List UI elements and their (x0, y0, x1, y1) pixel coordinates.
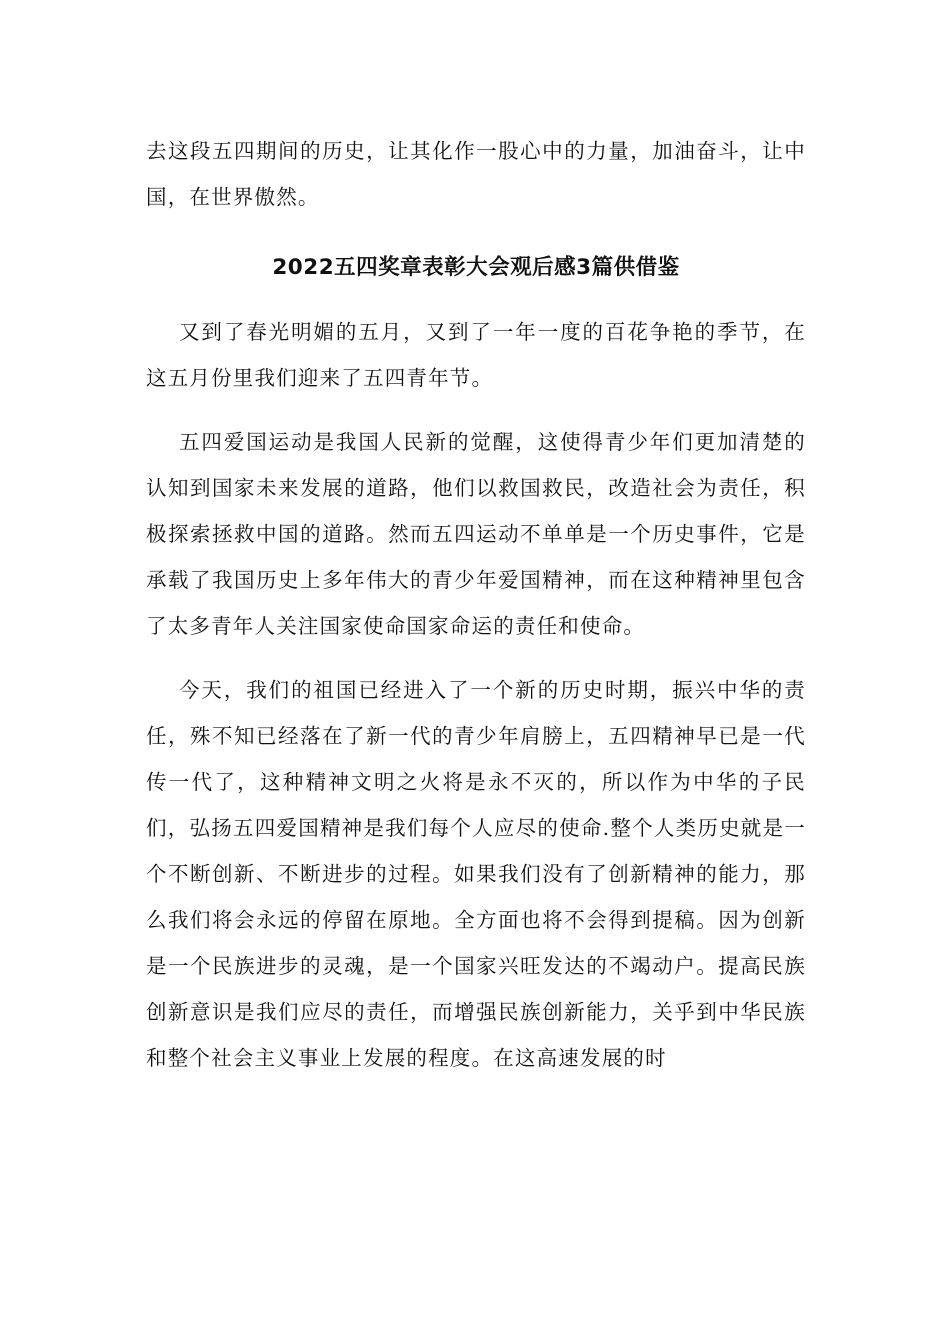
article-title: 2022五四奖章表彰大会观后感3篇供借鉴 (272, 255, 680, 280)
continuation-paragraph: 去这段五四期间的历史，让其化作一股心中的力量，加油奋斗，让中国，在世界傲然。 (146, 139, 806, 209)
document-body (146, 128, 806, 1081)
paragraph-3: 今天，我们的祖国已经进入了一个新的历史时期，振兴中华的责任，殊不知已经落在了新一代的青少年肩膀上，五四精神早已是一代传一代了，这种精神文明之火将是永不灭的，所以作为中华的子民们，弘扬五四爱国精神是我们每个人应尽的使命.整个人类历史就是一个不断创新、不断进步的过程。如果我们没有了创新精神的能力，那么我们将会永远的停留在原地。全方面也将不会得到提稿。因为创新是一个民族进步的灵魂，是一个国家兴旺发达的不竭动户。提高民族创新意识是我们应尽的责任，而增强民族创新能力，关乎到中华民族和整个社会主义事业上发展的程度。在这高速发展的时 (146, 678, 806, 1070)
paragraph-2: 五四爱国运动是我国人民新的觉醒，这使得青少年们更加清楚的认知到国家未来发展的道路，他们以救国救民，改造社会为责任，积极探索拯救中国的道路。然而五四运动不单单是一个历史事件，它是承载了我国历史上多年伟大的青少年爱国精神，而在这种精神里包含了太多青年人关注国家使命国家命运的责任和使命。 (146, 430, 806, 638)
paragraph-1: 又到了春光明媚的五月，又到了一年一度的百花争艳的季节，在这五月份里我们迎来了五四青年节。 (146, 320, 806, 390)
